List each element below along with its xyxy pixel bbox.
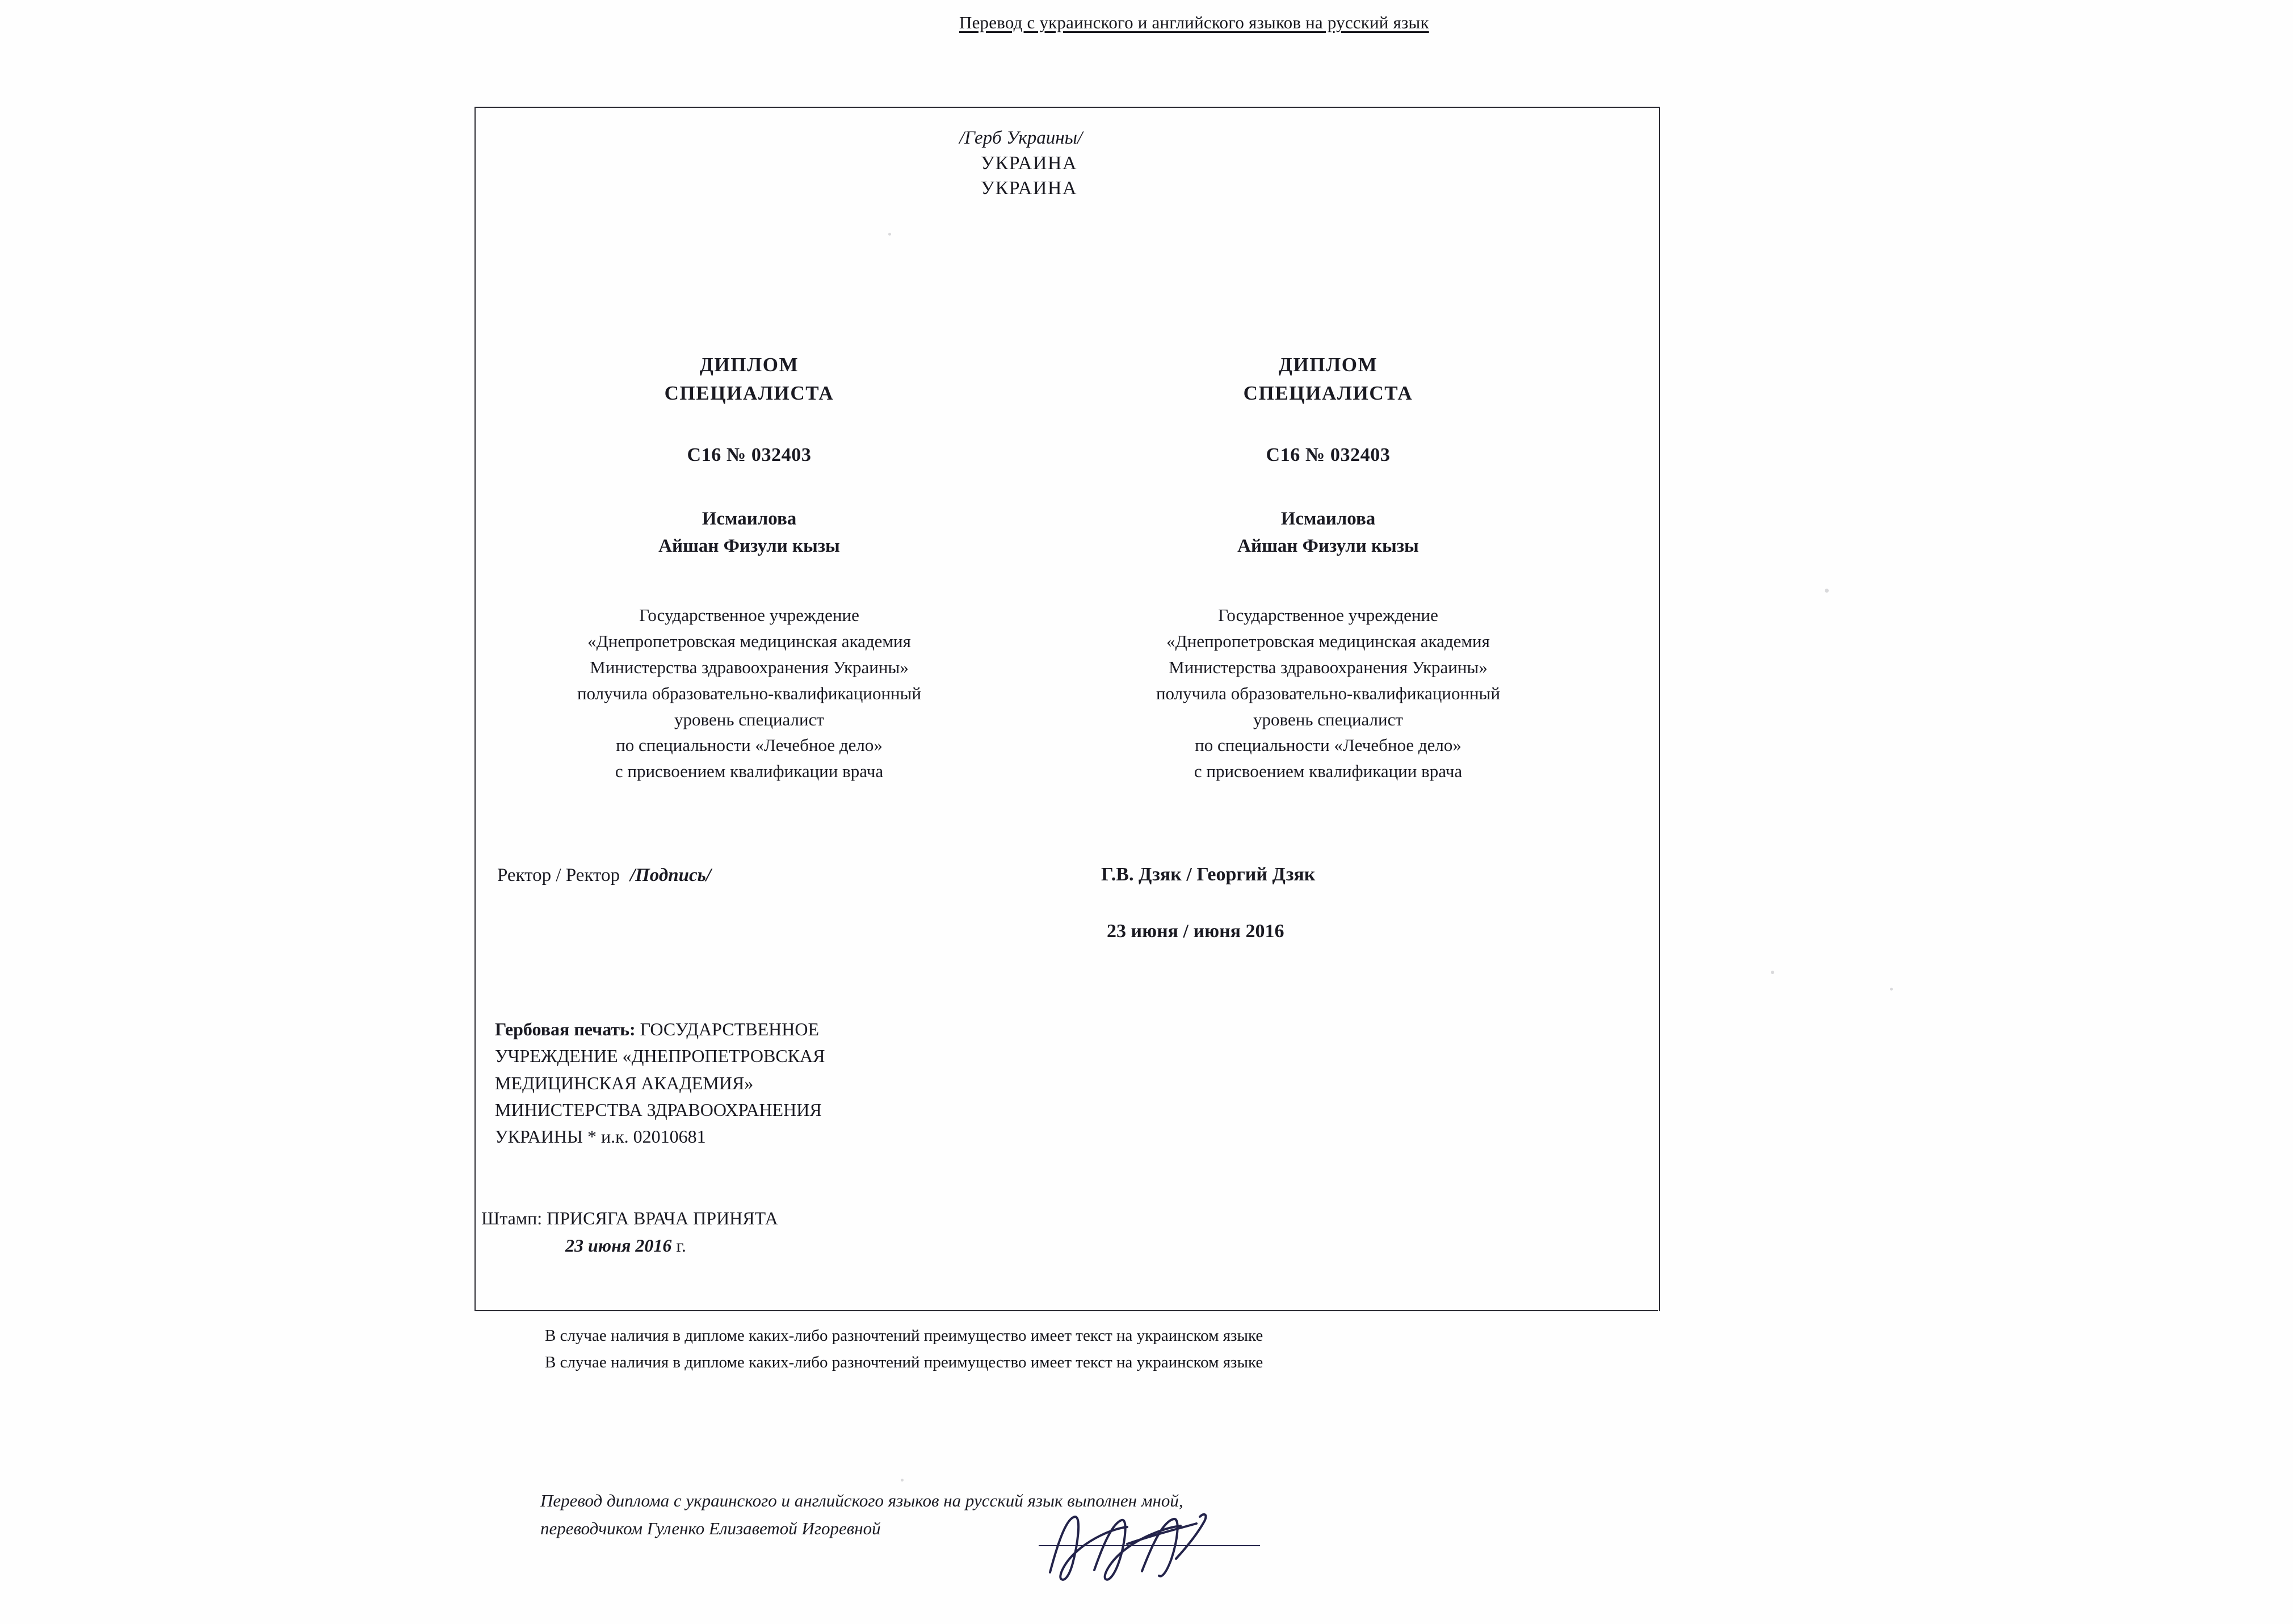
seal-description	[495, 1016, 1062, 1151]
country-name-en: УКРАИНА	[981, 178, 1078, 199]
emblem-block	[959, 126, 1198, 202]
body-line: получила образовательно-квалификационный	[1156, 683, 1501, 703]
issue-date: 23 июня / июня 2016	[1107, 921, 1284, 942]
body-line: с присвоением квалификации врача	[615, 761, 884, 782]
diploma-title-line2: СПЕЦИАЛИСТА	[664, 381, 834, 404]
scan-speckle	[1825, 589, 1829, 593]
diploma-title-line1: ДИПЛОМ	[699, 354, 799, 376]
holder-surname-right: Исмаилова	[1280, 509, 1376, 530]
rector-label: Ректор / Ректор	[497, 865, 620, 886]
holder-given-name-left: Айшан Физули кызы	[658, 536, 840, 557]
footnote-line: В случае наличия в дипломе каких-либо разночтений преимущество имеет текст на украинском языке	[545, 1353, 1263, 1371]
stamp-date: 23 июня 2016	[565, 1235, 672, 1256]
diploma-title-line1: ДИПЛОМ	[1278, 354, 1378, 376]
stamp-text: ПРИСЯГА ВРАЧА ПРИНЯТА	[547, 1208, 778, 1228]
body-line: Государственное учреждение	[1218, 605, 1438, 626]
rector-signature-line	[497, 865, 711, 886]
seal-line: МЕДИЦИНСКАЯ АКАДЕМИЯ»	[495, 1072, 754, 1093]
footnote-line: В случае наличия в дипломе каких-либо разночтений преимущество имеет текст на украинском языке	[545, 1327, 1263, 1345]
diploma-frame-bottom-rule	[474, 1310, 1658, 1311]
seal-line: ГОСУДАРСТВЕННОЕ	[640, 1019, 819, 1039]
body-line: «Днепропетровская медицинская академия	[587, 631, 911, 651]
scan-speckle	[901, 1479, 904, 1482]
diploma-body-left	[488, 602, 1010, 784]
scan-speckle	[1890, 988, 1893, 991]
diploma-column-left	[488, 351, 1010, 784]
body-line: уровень специалист	[674, 709, 824, 729]
translator-statement	[540, 1487, 1183, 1543]
translator-signature-rule	[1039, 1545, 1260, 1546]
scan-speckle	[1771, 971, 1774, 974]
diploma-title-left	[488, 351, 1010, 407]
body-line: по специальности «Лечебное дело»	[616, 735, 883, 756]
body-line: Государственное учреждение	[639, 605, 859, 626]
translator-statement-line2: переводчиком Гуленко Елизаветой Игоревной	[540, 1518, 881, 1538]
rector-name: Г.В. Дзяк / Георгий Дзяк	[1101, 864, 1316, 885]
seal-line: УЧРЕЖДЕНИЕ «ДНЕПРОПЕТРОВСКАЯ	[495, 1046, 825, 1067]
diploma-body-right	[1067, 602, 1589, 784]
seal-line: УКРАИНЫ * и.к. 02010681	[495, 1126, 706, 1147]
stamp-date-suffix: г.	[676, 1235, 686, 1256]
body-line: «Днепропетровская медицинская академия	[1166, 631, 1490, 651]
body-line: получила образовательно-квалификационный	[577, 683, 922, 703]
translator-statement-line1: Перевод диплома с украинского и английского языков на русский язык выполнен мной,	[540, 1491, 1183, 1510]
country-name-uk: УКРАИНА	[981, 152, 1078, 174]
seal-line: МИНИСТЕРСТВА ЗДРАВООХРАНЕНИЯ	[495, 1100, 822, 1121]
diploma-number-left: С16 № 032403	[687, 444, 812, 466]
diploma-title-line2: СПЕЦИАЛИСТА	[1243, 381, 1413, 404]
holder-name-right	[1067, 506, 1589, 560]
body-line: уровень специалист	[1253, 709, 1403, 729]
coat-of-arms-label: /Герб Украины/	[959, 128, 1083, 148]
stamp-label: Штамп:	[481, 1208, 543, 1228]
rector-signature-placeholder: /Подпись/	[629, 865, 711, 886]
body-line: Министерства здравоохранения Украины»	[1169, 657, 1488, 677]
diploma-title-right	[1067, 351, 1589, 407]
seal-label: Гербовая печать:	[495, 1019, 636, 1039]
diploma-column-right	[1067, 351, 1589, 784]
holder-name-left	[488, 506, 1010, 560]
body-line: с присвоением квалификации врача	[1194, 761, 1463, 782]
translation-header-note: Перевод с украинского и английского языков на русский язык	[959, 12, 1429, 32]
holder-surname-left: Исмаилова	[702, 509, 797, 530]
body-line: по специальности «Лечебное дело»	[1195, 735, 1462, 756]
stamp-description	[481, 1205, 778, 1259]
footnotes	[545, 1323, 1263, 1376]
body-line: Министерства здравоохранения Украины»	[590, 657, 909, 677]
holder-given-name-right: Айшан Физули кызы	[1237, 536, 1419, 557]
diploma-number-right: С16 № 032403	[1266, 444, 1391, 466]
